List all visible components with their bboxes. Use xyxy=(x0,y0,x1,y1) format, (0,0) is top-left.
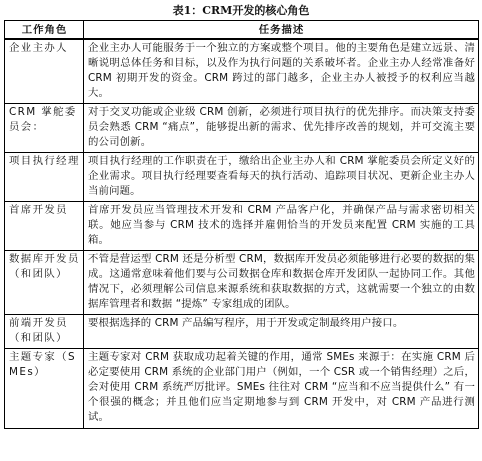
table-row xyxy=(5,314,479,348)
description-cell: 首席开发员应当管理技术开发和 CRM 产品客户化，并确保产品与需求密切相关联。她应当参与 CRM 技术的选择并雇佣恰当的开发员来配置 CRM 实施的工具箱。 xyxy=(84,201,479,250)
description-cell: 主题专家对 CRM 获取成功起着关键的作用，通常 SMEs 来源于：在实施 CRM 后必定要使用 CRM 系统的企业部门用户（例如，一个 CSR 或一个销售经理）之后，会对使用 CRM 系统严厉批评。SMEs 往往对 CRM “应当和不应当提供什么” 有一个很强的概念；并且他们应当定期地参与到 CRM 开发中，对 CRM 产品进行测试。 xyxy=(84,348,479,428)
role-cell: 首席开发员 xyxy=(5,201,84,250)
table-row xyxy=(5,39,479,103)
header-role: 工作角色 xyxy=(5,21,84,40)
table-row xyxy=(5,201,479,250)
roles-table xyxy=(4,20,479,429)
header-description: 任务描述 xyxy=(84,21,479,40)
table-row xyxy=(5,250,479,314)
role-cell: 前端开发员（和团队） xyxy=(5,314,84,348)
description-cell: 项目执行经理的工作职责在于，缴给出企业主办人和 CRM 掌舵委员会所定义好的企业需求。项目执行经理要查看每天的执行活动、追踪项目状况、更新企业主办人当前问题。 xyxy=(84,152,479,201)
role-cell: 数据库开发员（和团队） xyxy=(5,250,84,314)
table-row xyxy=(5,152,479,201)
role-cell: 项目执行经理 xyxy=(5,152,84,201)
description-cell: 不管是营运型 CRM 还是分析型 CRM，数据库开发员必须能够进行必要的数据的集成。这通常意味着他们要与公司数据仓库和数据仓库开发团队一起协同工作。其他情况下，必须理解公司信息来源系统和获取数据的方式，这就需要一个独立的由数据库管理者和数据 “提炼” 专家组成的团队。 xyxy=(84,250,479,314)
table-caption: 表1：CRM开发的核心角色 xyxy=(172,4,310,17)
table-header-row xyxy=(5,21,479,40)
description-cell: 要根据选择的 CRM 产品编写程序，用于开发或定制最终用户接口。 xyxy=(84,314,479,348)
role-cell: CRM 掌舵委员会： xyxy=(5,103,84,152)
description-cell: 企业主办人可能服务于一个独立的方案或整个项目。他的主要角色是建立远景、清晰说明总体任务和目标，以及作为执行问题的关系破坏者。企业主办人经常准备好 CRM 初期开发的资金。CRM 跨过的部门越多，企业主办人被授予的权利应当越大。 xyxy=(84,39,479,103)
description-cell: 对于交叉功能或企业级 CRM 创新，必须进行项目执行的优先排序。而决策支持委员会熟悉 CRM “痛点”，能够提出新的需求、优先排序改善的规划，并可交流主要的公司创新。 xyxy=(84,103,479,152)
table-row xyxy=(5,348,479,428)
role-cell: 企业主办人 xyxy=(5,39,84,103)
table-row xyxy=(5,103,479,152)
role-cell: 主题专家（SMEs） xyxy=(5,348,84,428)
